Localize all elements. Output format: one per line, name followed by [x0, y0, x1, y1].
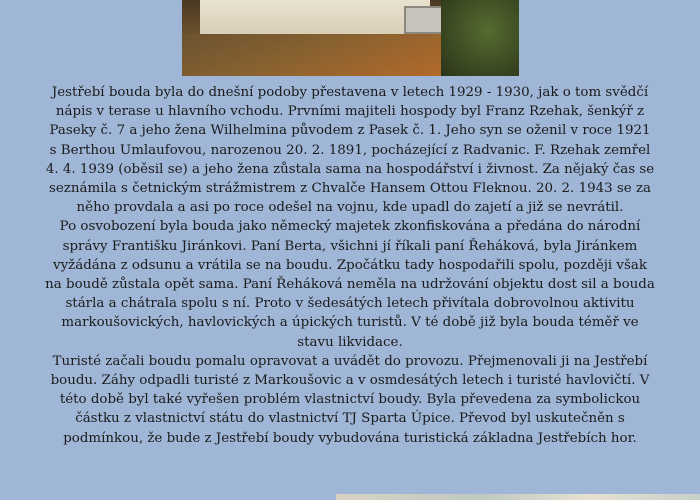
photo-bush	[441, 0, 519, 76]
top-photo	[182, 0, 519, 76]
photo-building-wall	[200, 0, 430, 34]
paragraph-1: Jestřebí bouda byla do dnešní podoby přestavena v letech 1929 - 1930, jak o tom svědčí nápis v terase u hlavního vchodu. Prvními majiteli hospody byl Franz Rzehak, šenkýř z Paseky č. 7 a jeho žena Wilhelmina původem z Pasek č. 1. Jeho syn se oženil v roce 1921 s Berthou Umlaufovou, narozenou 20. 2. 1891, pocházející z Radvanic. F. Rzehak zemřel 4. 4. 1939 (oběsil se) a jeho žena zůstala sama na hospodářství i živnost. Za nějaký čas se seznámila s četnickým strážmistrem z Chvalče Hansem Ottou Fleknou. 20. 2. 1943 se za něho provdala a asi po roce odešel na vojnu, kde upadl do zajetí a již se nevrátil.	[45, 85, 655, 216]
paragraph-3: Turisté začali boudu pomalu opravovat a uvádět do provozu. Přejmenovali ji na Jestřebí boudu. Záhy odpadli turisté z Markoušovic a v osmdesátých letech i turisté havlovičtí. V této době byl také vyřešen problém vlastnictví boudy. Byla převedena za symbolickou částku z vlastnictví státu do vlastnictví TJ Sparta Úpice. Převod byl uskutečněn s podmínkou, že bude z Jestřebí boudy vybudována turistická základna Jestřebích hor.	[50, 353, 650, 446]
history-text	[44, 83, 656, 448]
paragraph-2: Po osvobození byla bouda jako německý majetek zkonfiskována a předána do národní správy Františku Jiránkovi. Paní Berta, všichni jí říkali paní Řeháková, byla Jiránkem vyžádána z odsunu a vrátila se na boudu. Zpočátku tady hospodařili spolu, později však na boudě zůstala opět sama. Paní Řeháková neměla na udržování objektu dost sil a bouda stárla a chátrala spolu s ní. Proto v šedesátých letech přivítala dobrovolnou aktivitu markoušovických, havlovických a úpických turistů. V té době již byla bouda téměř ve stavu likvidace.	[45, 219, 655, 350]
bottom-photo-edge	[336, 494, 700, 500]
